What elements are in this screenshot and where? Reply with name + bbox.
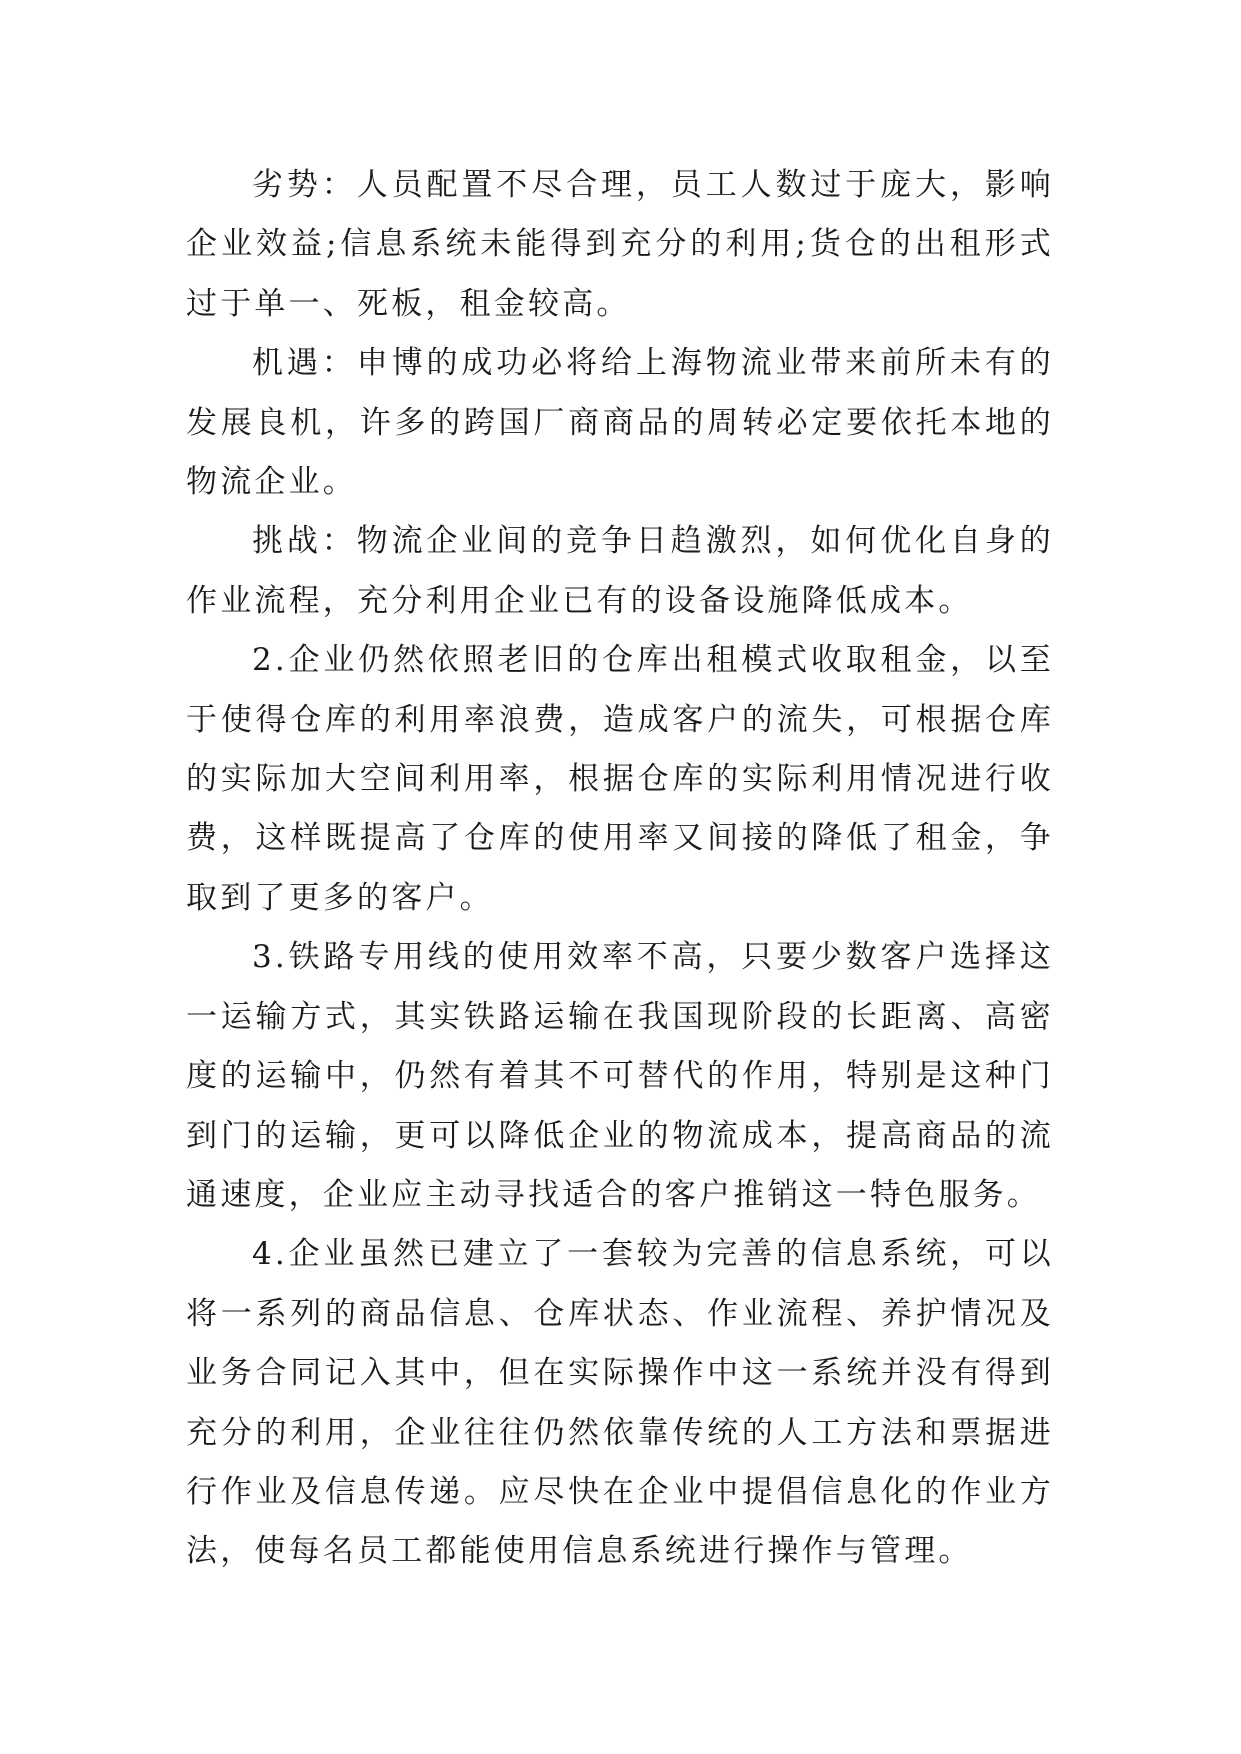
paragraph-point-3: 3.铁路专用线的使用效率不高，只要少数客户选择这一运输方式，其实铁路运输在我国现阶段的长距离、高密度的运输中，仍然有着其不可替代的作用，特别是这种门到门的运输，更可以降低企业的物流成本，提高商品的流通速度，企业应主动寻找适合的客户推销这一特色服务。: [186, 939, 1054, 1213]
paragraph-point-4: 4.企业虽然已建立了一套较为完善的信息系统，可以将一系列的商品信息、仓库状态、作业流程、养护情况及业务合同记入其中，但在实际操作中这一系统并没有得到充分的利用，企业往往仍然依靠传统的人工方法和票据进行作业及信息传递。应尽快在企业中提倡信息化的作业方法，使每名员工都能使用信息系统进行操作与管理。: [186, 1236, 1054, 1570]
paragraph-opportunities: 机遇：申博的成功必将给上海物流业带来前所未有的发展良机，许多的跨国厂商商品的周转必定要依托本地的物流企业。: [186, 345, 1054, 501]
paragraph-point-2: 2.企业仍然依照老旧的仓库出租模式收取租金，以至于使得仓库的利用率浪费，造成客户的流失，可根据仓库的实际加大空间利用率，根据仓库的实际利用情况进行收费，这样既提高了仓库的使用率又间接的降低了租金，争取到了更多的客户。: [186, 642, 1054, 916]
paragraph-challenges: 挑战：物流企业间的竞争日趋激烈，如何优化自身的作业流程，充分利用企业已有的设备设施降低成本。: [186, 523, 1054, 619]
paragraph-weaknesses: 劣势：人员配置不尽合理，员工人数过于庞大，影响企业效益;信息系统未能得到充分的利用;货仓的出租形式过于单一、死板，租金较高。: [186, 167, 1054, 322]
document-body: [186, 156, 1054, 1582]
